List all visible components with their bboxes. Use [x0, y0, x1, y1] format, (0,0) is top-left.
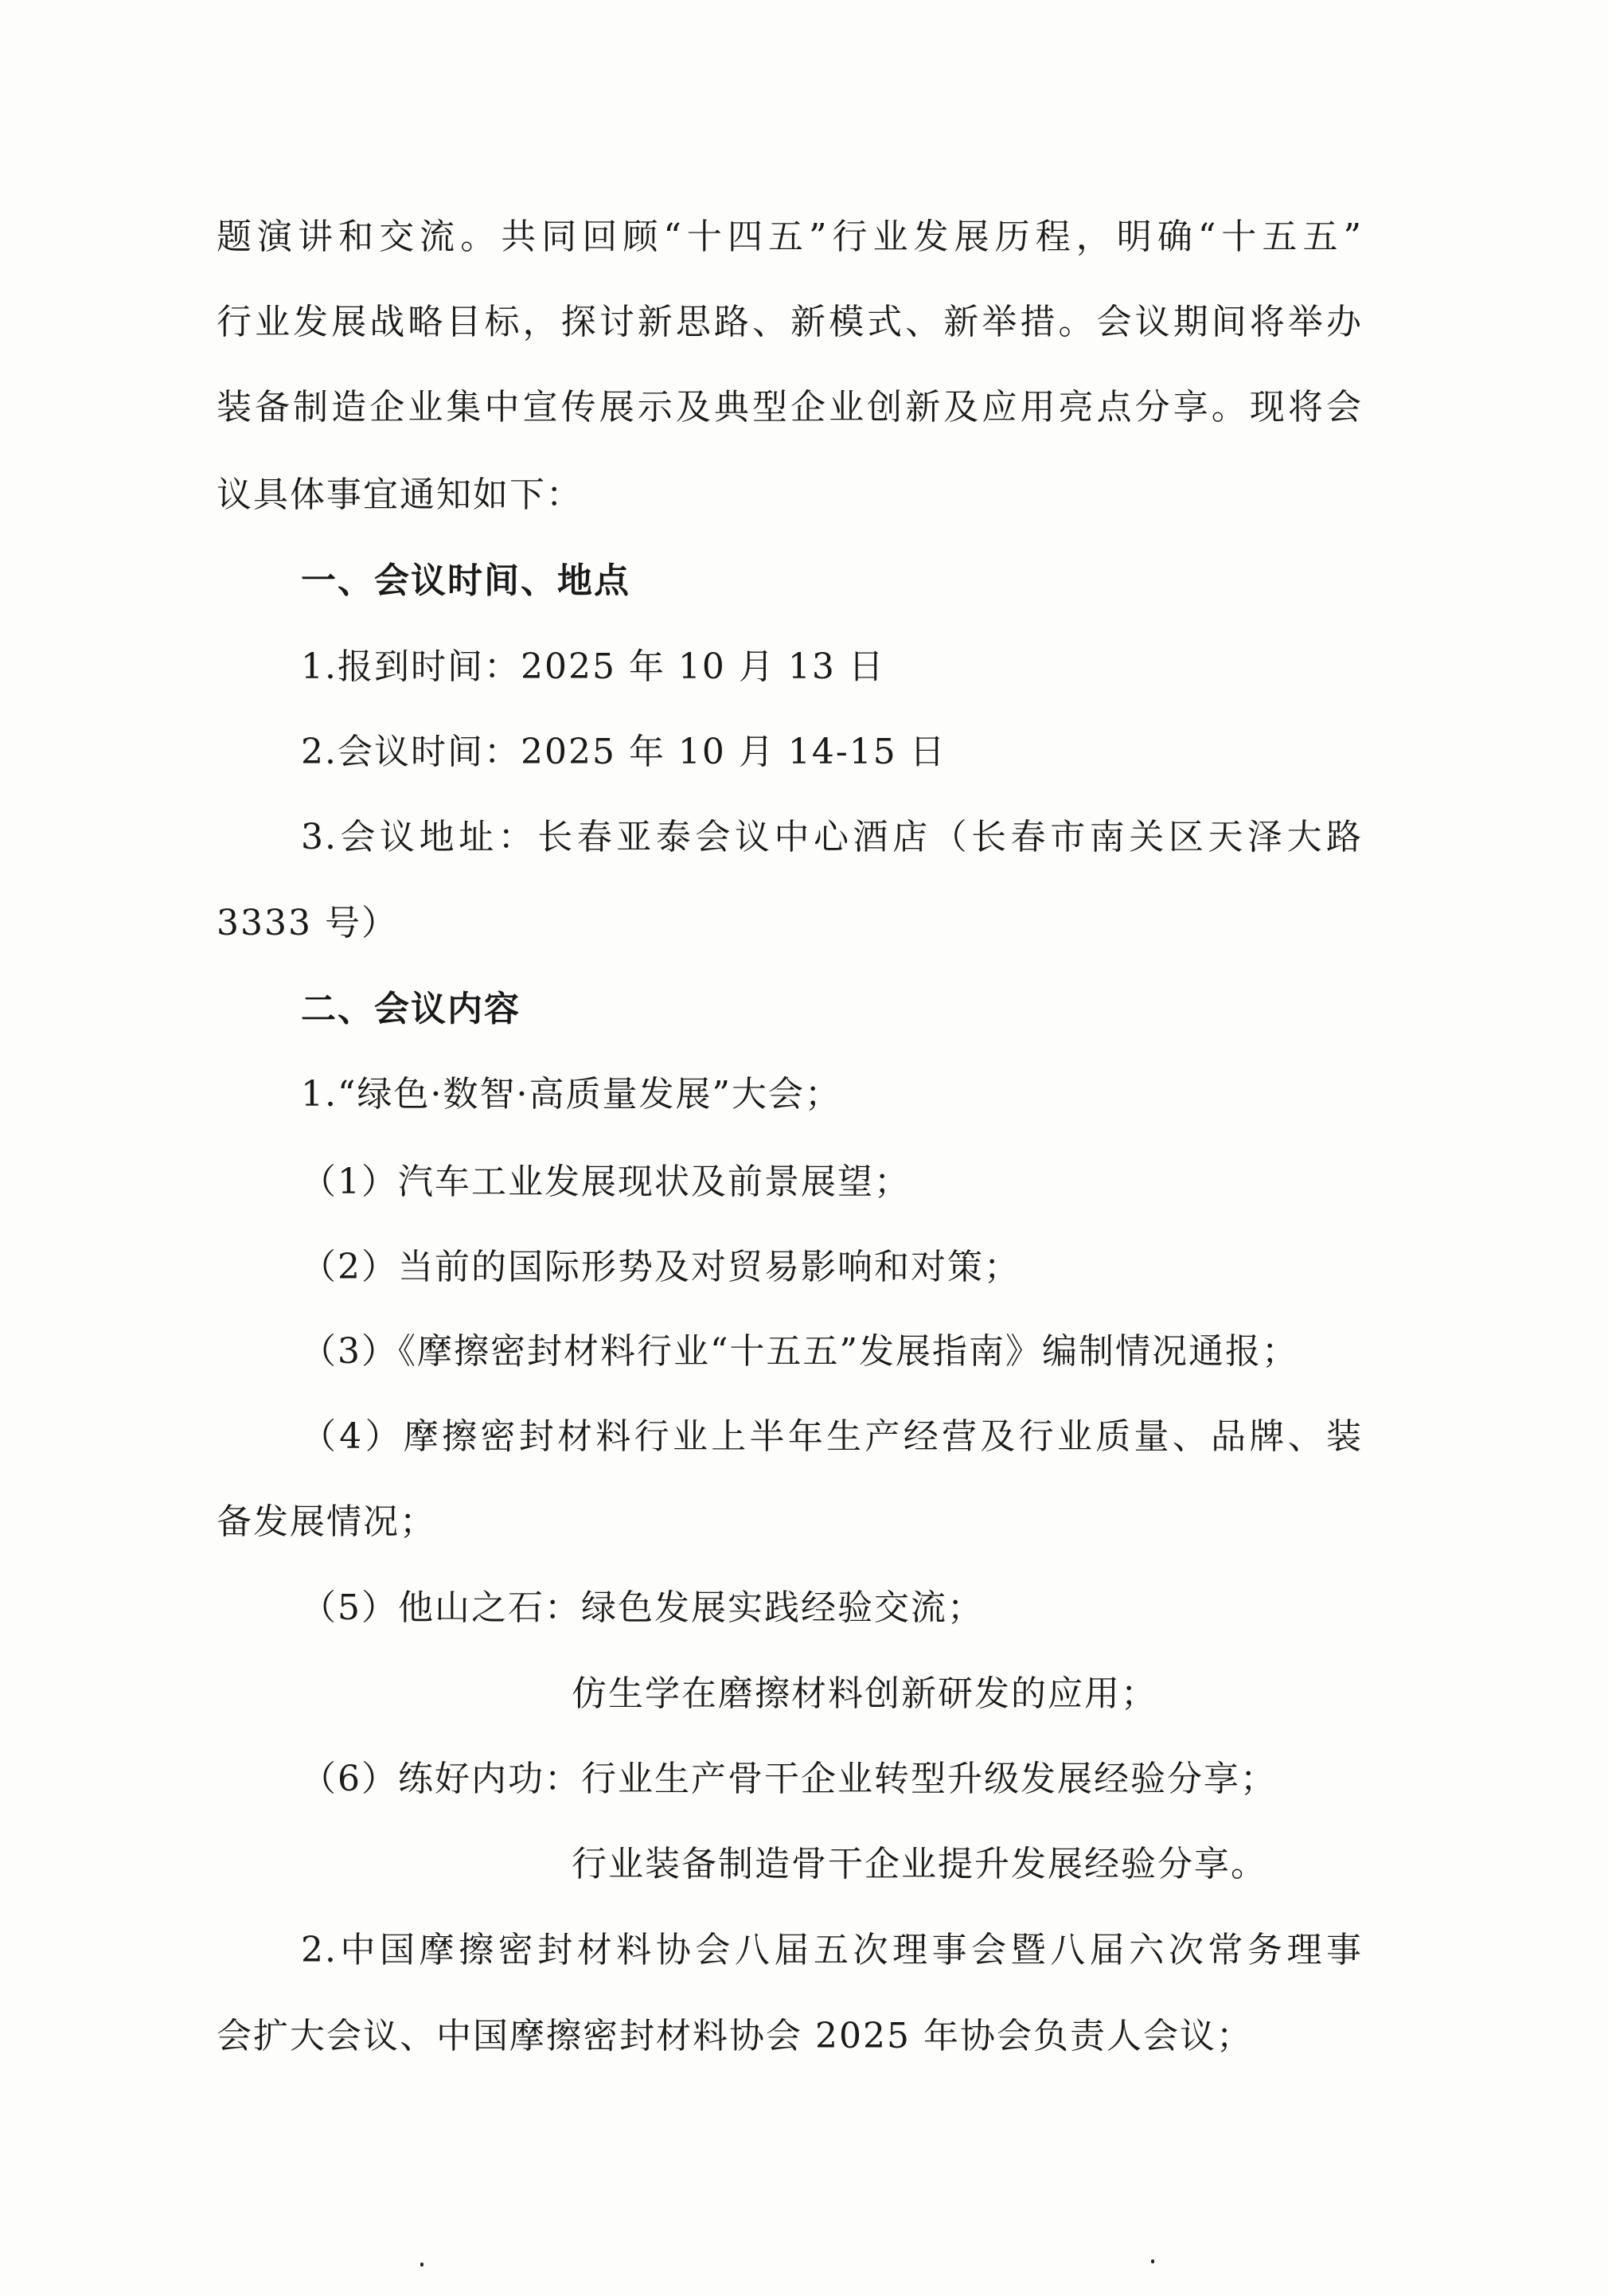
- section-2-item-2-cont: 会扩大会议、中国摩擦密封材料协会 2025 年协会负责人会议；: [217, 2016, 1253, 2056]
- section-1-item-meeting-time: 2.会议时间：2025 年 10 月 14-15 日: [301, 732, 946, 772]
- section-2-sub-3: （3）《摩擦密封材料行业“十五五”发展指南》编制情况通报；: [301, 1331, 1298, 1372]
- section-2-sub-4-cont: 备发展情况；: [217, 1501, 436, 1542]
- scan-speck: [420, 2263, 423, 2267]
- intro-line-4: 议具体事宜通知如下：: [217, 474, 583, 515]
- section-2-sub-6-cont: 行业装备制造骨干企业提升发展经验分享。: [572, 1844, 1267, 1884]
- section-2-item-1: 1.“绿色·数智·高质量发展”大会；: [301, 1074, 841, 1115]
- section-2-heading: 二、会议内容: [301, 989, 521, 1029]
- section-1-item-address: 3.会议地址：长春亚泰会议中心酒店（长春市南关区天泽大路: [301, 817, 1363, 857]
- section-2-item-2: 2.中国摩擦密封材料协会八届五次理事会暨八届六次常务理事: [301, 1930, 1363, 1970]
- intro-line-3: 装备制造企业集中宣传展示及典型企业创新及应用亮点分享。现将会: [217, 387, 1363, 428]
- section-1-item-address-cont: 3333 号）: [217, 903, 398, 943]
- section-2-sub-1: （1）汽车工业发展现状及前景展望；: [301, 1162, 911, 1202]
- section-1-item-checkin: 1.报到时间：2025 年 10 月 13 日: [301, 646, 885, 687]
- section-2-sub-6: （6）练好内功：行业生产骨干企业转型升级发展经验分享；: [301, 1759, 1277, 1799]
- section-2-sub-5-cont: 仿生学在磨擦材料创新研发的应用；: [572, 1673, 1157, 1714]
- intro-line-1: 题演讲和交流。共同回顾“十四五”行业发展历程，明确“十五五”: [217, 217, 1363, 257]
- intro-line-2: 行业发展战略目标，探讨新思路、新模式、新举措。会议期间将举办: [217, 302, 1363, 342]
- section-1-heading: 一、会议时间、地点: [301, 560, 630, 601]
- section-2-sub-4: （4）摩擦密封材料行业上半年生产经营及行业质量、品牌、装: [301, 1416, 1363, 1457]
- section-2-sub-5: （5）他山之石：绿色发展实践经验交流；: [301, 1587, 984, 1628]
- section-2-sub-2: （2）当前的国际形势及对贸易影响和对策；: [301, 1247, 1021, 1287]
- scan-speck: [1151, 2259, 1154, 2263]
